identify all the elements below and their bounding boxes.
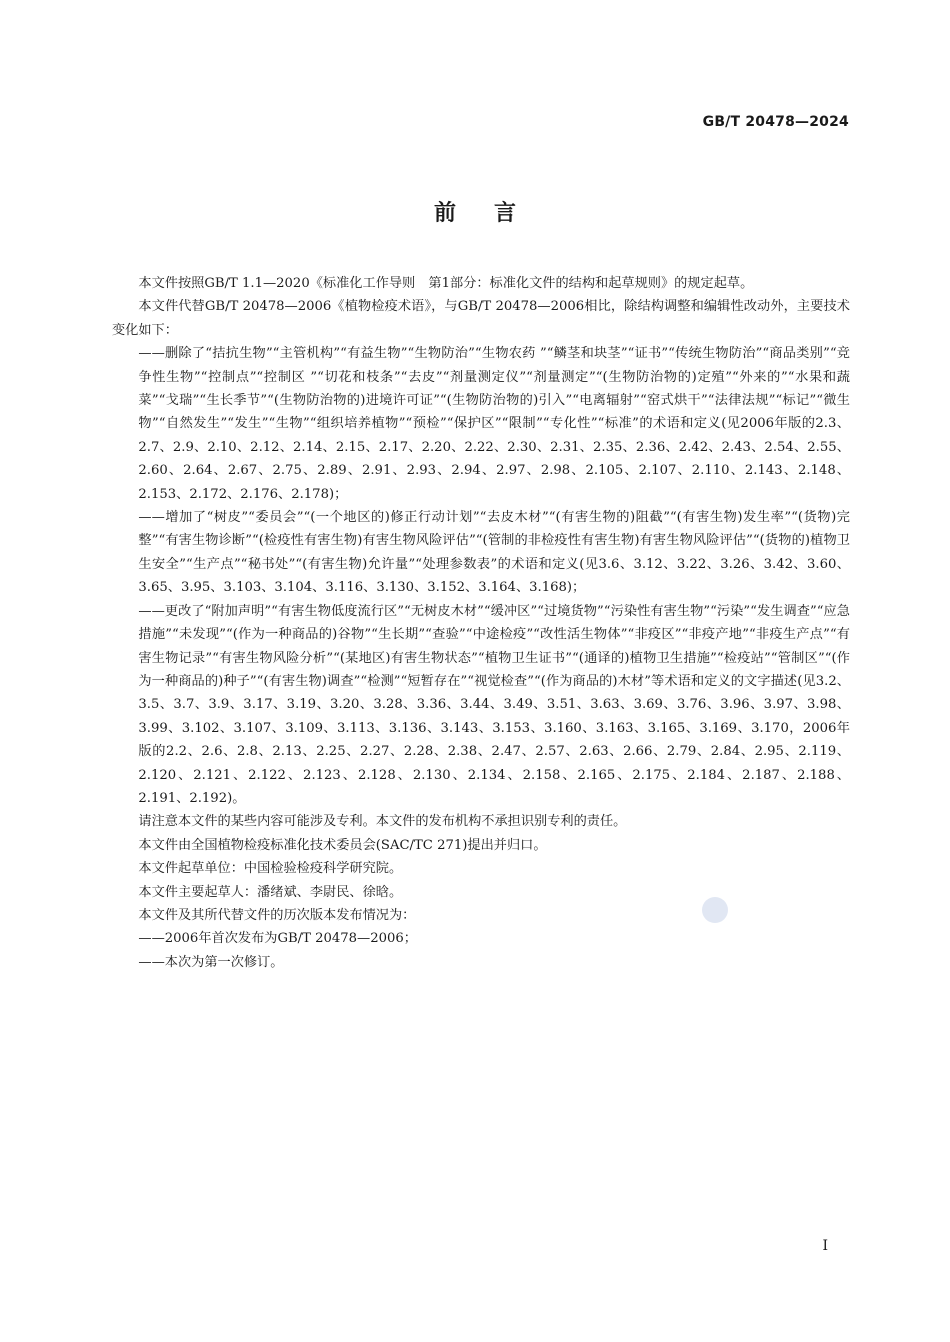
paragraph-replacement: 本文件代替GB/T 20478—2006《植物检疫术语》，与GB/T 20478—2006相比，除结构调整和编辑性改动外，主要技术变化如下： (112, 299, 850, 338)
paragraph-patent-notice: 请注意本文件的某些内容可能涉及专利。本文件的发布机构不承担识别专利的责任。 (138, 814, 627, 830)
watermark-mark (702, 897, 728, 923)
paragraph-proposer: 本文件由全国植物检疫标准化技术委员会(SAC/TC 271)提出并归口。 (138, 837, 547, 853)
list-item-added-terms: ——增加了“树皮”“委员会”“(一个地区的)修正行动计划”“去皮木材”“(有害生物的)阻截”“(有害生物)发生率”“(货物)完整”“有害生物诊断”“(检疫性有害生物)有害生物风险评估”“(管制的非检疫性有害生物)有害生物风险评估”“(货物的)植物卫生安全”“生产点”“秘书处”“(有害生物)允许量”“处理参数表”的术语和定义(见3.6、3.12、3.22、3.26、3.42、3.60、3.65、3.95、3.103、3.104、3.116、3.130、3.152、3.164、3.168)； (138, 510, 850, 596)
list-item-deleted-terms: ——删除了“拮抗生物”“主管机构”“有益生物”“生物防治”“生物农药 ”“鳞茎和块茎”“证书”“传统生物防治”“商品类别”“竞争性生物”“控制点”“控制区 ”“切花和枝条”“去皮”“剂量测定仪”“剂量测定”“(生物防治物的)定殖”“外来的”“水果和蔬菜”“戈瑞”“生长季节”“(生物防治物的)进境许可证”“(生物防治物的)引入”“电离辐射”“窑式烘干”“法律法规”“标记”“微生物”“自然发生”“发生”“生物”“组织培养植物”“预检”“保护区”“限制”“专化性”“标准”的术语和定义(见2006年版的2.3、2.7、2.9、2.10、2.12、2.14、2.15、2.17、2.20、2.22、2.30、2.31、2.35、2.36、2.42、2.43、2.54、2.55、2.60、2.64、2.67、2.75、2.89、2.91、2.93、2.94、2.97、2.98、2.105、2.107、2.110、2.143、2.148、2.153、2.172、2.176、2.178)； (138, 346, 850, 502)
list-item-history-current: ——本次为第一次修订。 (138, 954, 284, 970)
page-number: I (822, 1238, 828, 1254)
paragraph-history: 本文件及其所代替文件的历次版本发布情况为： (138, 907, 416, 923)
list-item-history-2006: ——2006年首次发布为GB/T 20478—2006； (138, 931, 417, 947)
page-title: 前言 (433, 201, 554, 226)
paragraph-drafters: 本文件主要起草人：潘绪斌、李尉民、徐晗。 (138, 884, 403, 900)
paragraph-drafting-rule: 本文件按照GB/T 1.1—2020《标准化工作导则 第1部分：标准化文件的结构和起草规则》的规定起草。 (138, 276, 754, 291)
list-item-modified-terms: ——更改了“附加声明”“有害生物低度流行区”“无树皮木材”“缓冲区”“过境货物”“污染性有害生物”“污染”“发生调查”“应急措施”“未发现”“(作为一种商品的)谷物”“生长期”“查验”“中途检疫”“改性活生物体”“非疫区”“非疫产地”“非疫生产点”“有害生物记录”“有害生物风险分析”“(某地区)有害生物状态”“植物卫生证书”“(通译的)植物卫生措施”“检疫站”“管制区”“(作为一种商品的)种子”“(有害生物)调查”“检测”“短暂存在”“视觉检查”“(作为商品的)木材”等术语和定义的文字描述(见3.2、3.5、3.7、3.9、3.17、3.19、3.20、3.28、3.36、3.44、3.49、3.51、3.63、3.69、3.76、3.96、3.97、3.98、3.99、3.102、3.107、3.109、3.113、3.136、3.143、3.153、3.160、3.163、3.165、3.169、3.170，2006年版的2.2、2.6、2.8、2.13、2.25、2.27、2.28、2.38、2.47、2.57、2.63、2.66、2.79、2.84、2.95、2.119、2.120、2.121、2.122、2.123、2.128、2.130、2.134、2.158、2.165、2.175、2.184、2.187、2.188、2.191、2.192)。 (138, 603, 850, 806)
standard-code: GB/T 20478—2024 (702, 114, 849, 130)
document-body (112, 272, 850, 974)
paragraph-drafting-unit: 本文件起草单位：中国检验检疫科学研究院。 (138, 861, 403, 877)
